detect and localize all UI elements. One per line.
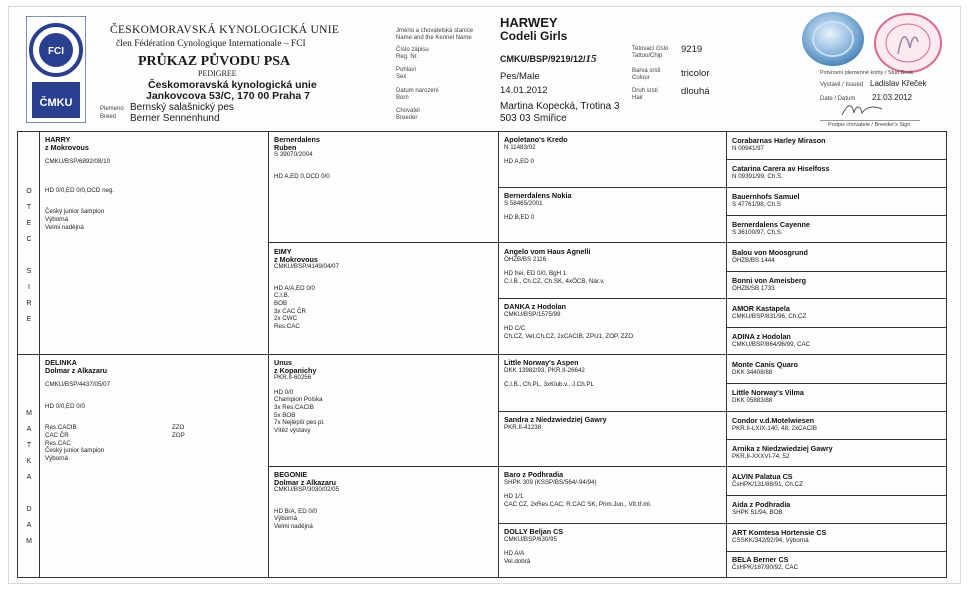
gen4-cell-3: Bauernhofs Samuel S 47761/98, Ch.S xyxy=(732,193,800,208)
dam-name: DELINKA xyxy=(45,359,77,367)
doc-subtitle: PEDIGREE xyxy=(198,69,237,78)
dam-title: Res.CAC xyxy=(45,439,71,447)
breeder-city: 503 03 Smiřice xyxy=(500,113,567,124)
pedigree-table xyxy=(17,131,947,578)
breed-cz: Bernský salašnický pes xyxy=(130,102,234,113)
org-line-1: ČESKOMORAVSKÁ KYNOLOGICKÁ UNIE xyxy=(110,24,340,36)
dam-title: CAC ČR xyxy=(45,431,69,439)
sire-title: Výborná xyxy=(45,215,69,223)
dam-kennel: Dolmar z Alkazaru xyxy=(45,365,108,375)
gen4-cell-16: BELA Berner CS ČsHPK/187/90/92, CAC xyxy=(732,556,799,571)
sire-cell xyxy=(45,136,265,350)
breed-label-en: Breed xyxy=(100,114,117,120)
issued-label: Vystavil / Issued xyxy=(820,82,864,88)
gen3-cell-6: Sandra z Niedzwiedziej Gawry PKR.II-41238 xyxy=(504,416,607,431)
gen4-cell-6: Bonni von Ameisberg ÖHZB/SB 1733 xyxy=(732,277,807,292)
gen4-cell-14: Aida z Podhradia SHPK 51/94, BOB xyxy=(732,501,791,516)
dam-exam: ZZO xyxy=(172,424,185,432)
gen4-cell-13: ALVIN Palatua CS ČsHPK/131/88/91, Ch.CZ xyxy=(732,473,803,488)
approval-label: Potvrzení plemenné knihy / Stud Book xyxy=(820,70,914,76)
sex-value: Pes/Male xyxy=(500,71,540,82)
breeder-signature xyxy=(838,99,888,121)
colour-value: tricolor xyxy=(681,68,710,79)
reg-number: CMKU/BSP/9219/12/15 xyxy=(500,53,597,65)
org-name: Českomoravská kynologická unie xyxy=(148,79,317,91)
doc-title: PRŮKAZ PŮVODU PSA xyxy=(138,54,291,69)
breeder-label: Chovatel Breeder xyxy=(396,108,420,121)
gen4-cell-15: ART Komtesa Hortensie CS CSSKK/342/92/94, Výborná xyxy=(732,529,827,544)
hair-label: Druh srsti Hair xyxy=(632,88,658,101)
born-value: 14.01.2012 xyxy=(500,85,548,96)
gen3-cell-5: Little Norway's Aspen DKK 13982/93, PKR.II-26642 C.I.B., Ch.PL, 3xKlub.v., J.Ch.PL xyxy=(504,359,594,389)
issue-date: 21.03.2012 xyxy=(872,93,913,102)
gen4-cell-12: Arnika z Niedzwiedziej Gawry PKR.II-XXXVI-74, 52 xyxy=(732,445,833,460)
org-address: Jankovcova 53/C, 170 00 Praha 7 xyxy=(146,90,311,102)
breed-en: Berner Sennenhund xyxy=(130,113,220,124)
sire-reg: CMKU/BSP/6892/08/10 xyxy=(45,158,111,166)
gen3-cell-7: Baro z Podhradia SHPK 309 (KSSP/BS/564/-94/94) HD 1/1 CAC CZ, 2xRes.CAC, R.CAC SK, Prim.Jun., Vít.tř.ml. xyxy=(504,471,652,508)
name-label: Jméno a chovatelská stanice Name and the Kennel Name xyxy=(396,28,474,41)
sire-side-label: O T E C S I R E xyxy=(26,188,32,323)
gen4-cell-2: Catarina Carera av Hiselfoss N 09391/99, Ch.S. xyxy=(732,165,830,180)
breed-book-stamp xyxy=(872,12,944,74)
colour-label: Barva srsti Colour xyxy=(632,68,661,81)
gen4-cell-9: Monte Canis Quaro DKK 34408/88 xyxy=(732,361,798,376)
reg-label: Číslo zápisu Reg. Nr. xyxy=(396,47,429,60)
date-label: Date / Datum xyxy=(820,96,856,102)
gen3-cell-2: Bernerdalens Nokia S 58465/2001 HD B,ED 0 xyxy=(504,192,572,222)
gen3-cell-8: DOLLY Beljan CS CMKU/BSP/630/95 HD A/A Vel.dobrá xyxy=(504,528,564,565)
sire-title: Velmi nadějná xyxy=(45,223,84,231)
gen3-cell-4: DANKA z Hodolan CMKU/BSP/1575/99 HD C/C Ch.CZ, Vet.Ch.CZ, 2xCACIB, ZPU1, ZOP, ZZO xyxy=(504,303,634,340)
dam-title: Res.CACIB xyxy=(45,424,77,432)
gen3-cell-1: Apoletano's Kredo N 11483/02 HD A,ED 0 xyxy=(504,136,568,166)
born-label: Datum narození Born xyxy=(396,88,439,101)
hair-value: dlouhá xyxy=(681,86,710,97)
gen4-cell-8: ADINA z Hodolan CMKU/BSP/864/96/99, CAC xyxy=(732,333,811,348)
reg-suffix: 15 xyxy=(585,53,597,65)
dog-name: HARWEY xyxy=(500,15,558,30)
gen4-cell-7: AMOR Kastapela CMKU/BSP/831/96, Ch.CZ xyxy=(732,305,807,320)
gen4-cell-5: Balou von Moosgrund ÖHZB/BS 1444 xyxy=(732,249,808,264)
dam-health: HD 0/0,ED 0/0 xyxy=(45,402,85,410)
dam-reg: CMKU/BSP/4437/05/07 xyxy=(45,381,111,389)
signature-label: Podpis chovatele / Breeder's Sign xyxy=(828,122,911,128)
gen2-cell-2: EIMY z Mokrovous CMKU/BSP/4149/04/07 HD A/A,ED 0/0 C.I.B. BOB 3x CAC ČR 2x CWC Res.CAC xyxy=(274,248,340,330)
gen2-cell-4: BEGONIE Dolmar z Alkazaru CMKU/BSP/3030/02/05 HD B/A, ED 0/0 Výborná Velmi nadějná xyxy=(274,471,340,530)
gen4-cell-11: Condor v.d.Motelwiesen PKR.II-LXIX-140, 48, 2xCACIB xyxy=(732,417,817,432)
sire-health: HD 0/0,ED 0/0,OCD neg. xyxy=(45,186,115,194)
dam-side-label: M A T K A D A M xyxy=(26,410,32,545)
org-line-2: člen Fédération Cynologique Internationale – FCI xyxy=(116,39,306,49)
logo-fci-text: FCI xyxy=(47,46,65,57)
gen4-cell-1: Corabarnas Harley Mirason N 00941/97 xyxy=(732,137,826,152)
dam-exam: ZOP xyxy=(172,432,185,440)
tattoo-value: 9219 xyxy=(681,44,703,55)
breed-label: Plemeno xyxy=(100,106,124,112)
logo-cmku-text: ČMKU xyxy=(39,97,73,109)
gen2-cell-3: Unus z Kopanichy PKR.II-60256 HD 0/0 Champion Polska 3x Res.CACIB 5x BOB 7x Nejlepší pes pl. Vítěz výstavy xyxy=(274,359,325,434)
cmku-fci-logo xyxy=(26,16,86,123)
sire-name: HARRY xyxy=(45,136,71,144)
gen2-cell-1: Bernerdalens Ruben S 39070/2004 HD A,ED 0,OCD 0/0 xyxy=(274,136,330,180)
dam-title: Výborná xyxy=(45,454,69,462)
dam-title: Český junior šampion xyxy=(45,447,105,455)
gen4-cell-10: Little Norway's Vilma DKK 05883/88 xyxy=(732,389,804,404)
gen3-cell-3: Angelo vom Haus Agnelli ÖHZB/BS 2116 HD frei, ED 0/0, BgH 1 C.I.B., Ch.CZ, Ch.SK, 4xÖCB, Nár.v. xyxy=(504,248,605,285)
sire-kennel: z Mokrovous xyxy=(45,142,89,152)
tattoo-label: Tetovací číslo Tattoo/Chip xyxy=(632,46,669,59)
dam-cell xyxy=(45,359,265,573)
gen4-cell-4: Bernerdalens Cayenne S 36100/97, Ch.S. xyxy=(732,221,810,236)
sex-label: Pohlaví Sex xyxy=(396,67,417,80)
kennel-name: Codeli Girls xyxy=(500,29,568,43)
hologram-seal xyxy=(800,10,866,68)
breeder-name: Martina Kopecká, Trotina 3 xyxy=(500,101,620,112)
issued-by: Ladislav Křeček xyxy=(870,79,927,88)
sire-title: Český junior šampion xyxy=(45,208,105,216)
